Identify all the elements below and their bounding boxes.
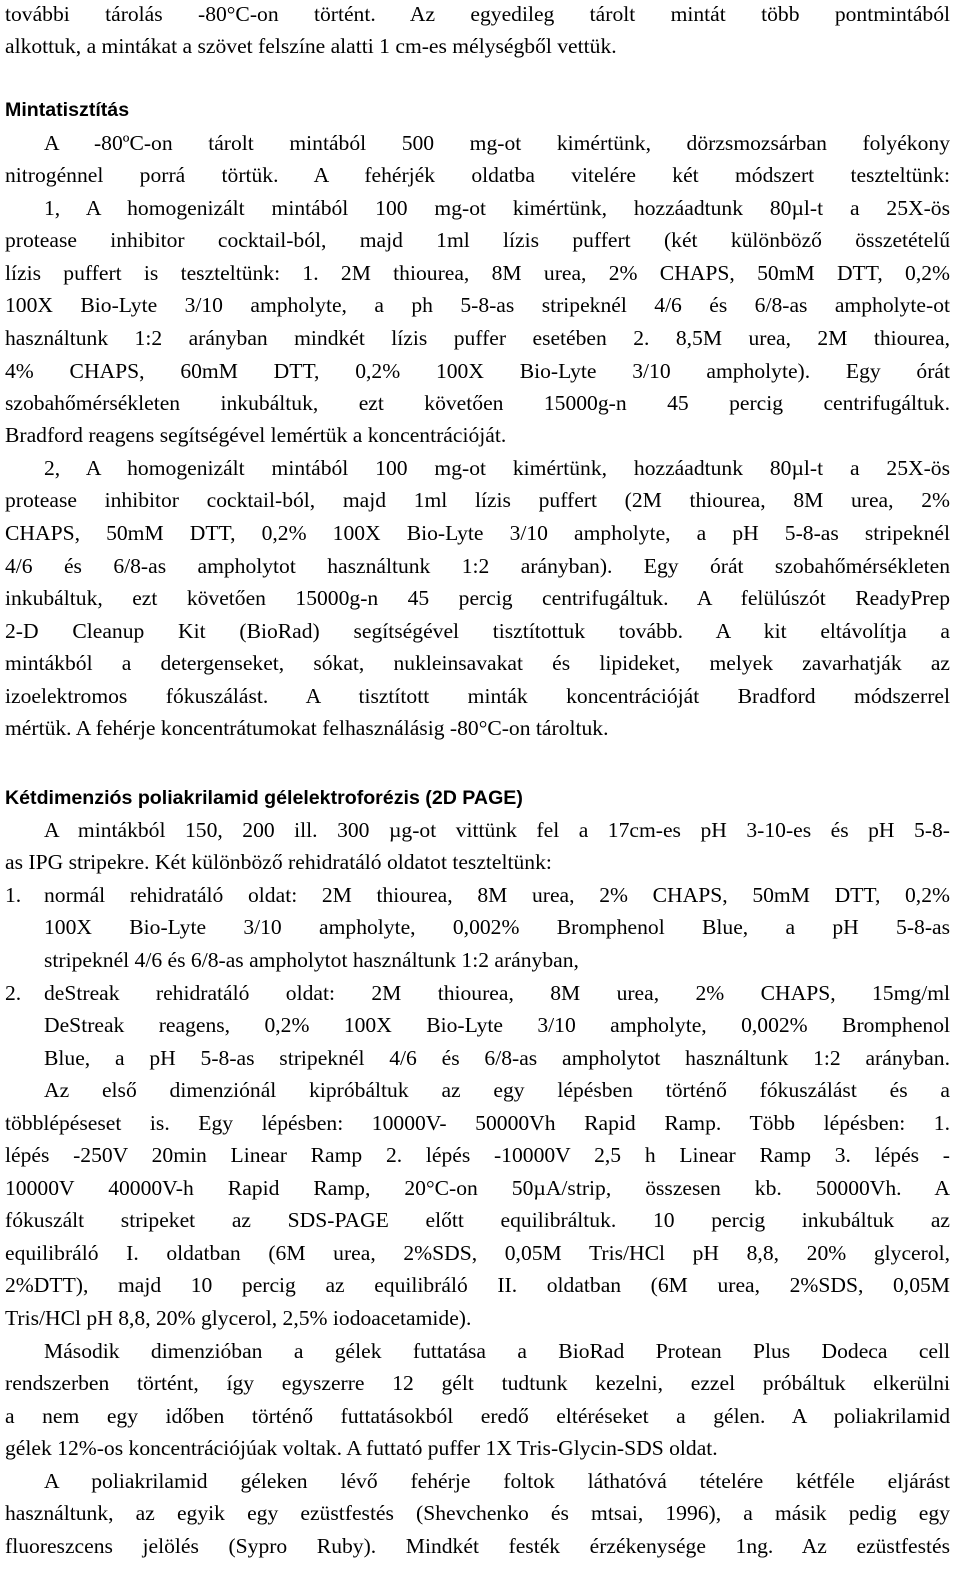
body-text-line: rendszerben történt, így egyszerre 12 gélt tudtunk kezelni, ezzel próbáltuk elkerülni bbox=[5, 1371, 950, 1395]
list-item-line: deStreak rehidratáló oldat: 2M thiourea, 8M urea, 2% CHAPS, 15mg/ml bbox=[44, 981, 950, 1005]
body-text-line: szobahőmérsékleten inkubáltuk, ezt követően 15000g-n 45 percig centrifugáltuk. bbox=[5, 391, 950, 415]
body-text-line: Második dimenzióban a gélek futtatása a BioRad Protean Plus Dodeca cell bbox=[44, 1339, 950, 1363]
body-text-line: protease inhibitor cocktail-ból, majd 1ml lízis puffert (két különböző összetételű bbox=[5, 228, 950, 252]
body-text-line: Tris/HCl pH 8,8, 20% glycerol, 2,5% iodoacetamide). bbox=[5, 1306, 472, 1330]
body-text-line: izoelektromos fókuszálást. A tisztított minták koncentrációját Bradford módszerrel bbox=[5, 684, 950, 708]
body-text-line: 2-D Cleanup Kit (BioRad) segítségével tisztítottuk tovább. A kit eltávolítja a bbox=[5, 619, 950, 643]
list-item-line: DeStreak reagens, 0,2% 100X Bio-Lyte 3/10 ampholyte, 0,002% Bromphenol bbox=[44, 1013, 950, 1037]
body-text-line: fluoreszcens jelölés (Sypro Ruby). Mindkét festék érzékenysége 1ng. Az ezüstfestés bbox=[5, 1534, 950, 1558]
body-text-line: A -80ºC-on tárolt mintából 500 mg-ot kimértünk, dörzsmozsárban folyékony bbox=[44, 131, 950, 155]
body-text-line: nitrogénnel porrá törtük. A fehérjék oldatba vitelére két módszert teszteltünk: bbox=[5, 163, 950, 187]
body-text-line: használtunk, az egyik egy ezüstfestés (Shevchenko és mtsai, 1996), a másik pedig egy bbox=[5, 1501, 950, 1525]
list-item-line: stripeknél 4/6 és 6/8-as ampholytot használtunk 1:2 arányban, bbox=[44, 948, 579, 972]
body-text-line: as IPG stripekre. Két különböző rehidratáló oldatot teszteltünk: bbox=[5, 850, 552, 874]
section-heading: Kétdimenziós poliakrilamid gélelektroforézis (2D PAGE) bbox=[5, 787, 523, 809]
body-text-line: használtunk 1:2 arányban mindkét lízis puffer esetében 2. 8,5M urea, 2M thiourea, bbox=[5, 326, 950, 350]
body-text-line: Az első dimenziónál kipróbáltuk az egy lépésben történő fókuszálást és a bbox=[44, 1078, 950, 1102]
body-text-line: lízis puffert is teszteltünk: 1. 2M thiourea, 8M urea, 2% CHAPS, 50mM DTT, 0,2% bbox=[5, 261, 950, 285]
body-text-line: equilibráló I. oldatban (6M urea, 2%SDS, 0,05M Tris/HCl pH 8,8, 20% glycerol, bbox=[5, 1241, 950, 1265]
body-text-line: 2, A homogenizált mintából 100 mg-ot kimértünk, hozzáadtunk 80µl-t a 25X-ös bbox=[44, 456, 950, 480]
body-text-line: 4/6 és 6/8-as ampholytot használtunk 1:2 arányban). Egy órát szobahőmérsékleten bbox=[5, 554, 950, 578]
list-number: 2. bbox=[5, 981, 22, 1005]
body-text-line: gélek 12%-os koncentrációjúak voltak. A futtató puffer 1X Tris-Glycin-SDS oldat. bbox=[5, 1436, 718, 1460]
body-text-line: többlépéseset is. Egy lépésben: 10000V- 50000Vh Rapid Ramp. Több lépésben: 1. bbox=[5, 1111, 950, 1135]
body-text-line: lépés -250V 20min Linear Ramp 2. lépés -10000V 2,5 h Linear Ramp 3. lépés - bbox=[5, 1143, 950, 1167]
body-text-line: protease inhibitor cocktail-ból, majd 1ml lízis puffert (2M thiourea, 8M urea, 2% bbox=[5, 488, 950, 512]
body-text-line: Bradford reagens segítségével lemértük a koncentrációját. bbox=[5, 423, 507, 447]
body-text-line: 10000V 40000V-h Rapid Ramp, 20°C-on 50µA/strip, összesen kb. 50000Vh. A bbox=[5, 1176, 950, 1200]
list-item-line: 100X Bio-Lyte 3/10 ampholyte, 0,002% Bromphenol Blue, a pH 5-8-as bbox=[44, 915, 950, 939]
section-heading: Mintatisztítás bbox=[5, 99, 130, 121]
list-item-line: normál rehidratáló oldat: 2M thiourea, 8M urea, 2% CHAPS, 50mM DTT, 0,2% bbox=[44, 883, 950, 907]
list-number: 1. bbox=[5, 883, 22, 907]
body-text-line: A poliakrilamid géleken lévő fehérje foltok láthatóvá tételére kétféle eljárást bbox=[44, 1469, 950, 1493]
body-text-line: alkottuk, a mintákat a szövet felszíne alatti 1 cm-es mélységből vettük. bbox=[5, 34, 617, 58]
body-text-line: 1, A homogenizált mintából 100 mg-ot kimértünk, hozzáadtunk 80µl-t a 25X-ös bbox=[44, 196, 950, 220]
body-text-line: inkubáltuk, ezt követően 15000g-n 45 percig centrifugáltuk. A felülúszót ReadyPrep bbox=[5, 586, 950, 610]
body-text-line: mintákból a detergenseket, sókat, nukleinsavakat és lipideket, melyek zavarhatják az bbox=[5, 651, 950, 675]
body-text-line: további tárolás -80°C-on történt. Az egyedileg tárolt mintát több pontmintából bbox=[5, 2, 950, 26]
list-item-line: Blue, a pH 5-8-as stripeknél 4/6 és 6/8-as ampholytot használtunk 1:2 arányban. bbox=[44, 1046, 950, 1070]
body-text-line: a nem egy időben történő futtatásokból eredő eltéréseket a gélen. A poliakrilamid bbox=[5, 1404, 950, 1428]
body-text-line: fókuszált stripeket az SDS-PAGE előtt equilibráltuk. 10 percig inkubáltuk az bbox=[5, 1208, 950, 1232]
body-text-line: mértük. A fehérje koncentrátumokat felhasználásig -80°C-on tároltuk. bbox=[5, 716, 609, 740]
body-text-line: 100X Bio-Lyte 3/10 ampholyte, a ph 5-8-as stripeknél 4/6 és 6/8-as ampholyte-ot bbox=[5, 293, 950, 317]
body-text-line: 2%DTT), majd 10 percig az equilibráló II. oldatban (6M urea, 2%SDS, 0,05M bbox=[5, 1273, 950, 1297]
body-text-line: CHAPS, 50mM DTT, 0,2% 100X Bio-Lyte 3/10 ampholyte, a pH 5-8-as stripeknél bbox=[5, 521, 950, 545]
body-text-line: A mintákból 150, 200 ill. 300 µg-ot vittünk fel a 17cm-es pH 3-10-es és pH 5-8- bbox=[44, 818, 950, 842]
body-text-line: 4% CHAPS, 60mM DTT, 0,2% 100X Bio-Lyte 3/10 ampholyte). Egy órát bbox=[5, 359, 950, 383]
